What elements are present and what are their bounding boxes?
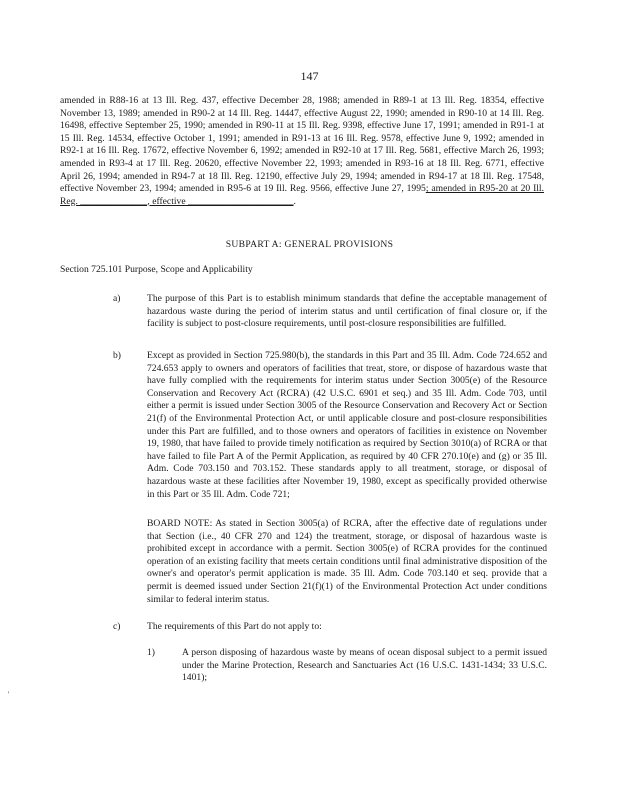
board-note: BOARD NOTE: As stated in Section 3005(a) of RCRA, after the effective date of regulations under that Section (i.e., 40 CFR 270 and 124) the treatment, storage, or disposal of hazardous waste is prohibited except in accordance with a permit. Section 3005(e) of RCRA provides for the continued operation of an existing facility that meets certain conditions until final administrative disposition of the owner's and operator's permit application is made. 35 Ill. Adm. Code 703.140 et seq. provide that a permit is deemed issued under Section 21(f)(1) of the Environmental Protection Act under conditions similar to federal interim status. bbox=[147, 518, 547, 605]
subsection-b-text: Except as provided in Section 725.980(b), the standards in this Part and 35 Ill. Adm. Code 724.652 and 724.653 apply to owners and operators of facilities that treat, store, or dispose of hazardous waste that have fully complied with the requirements for interim status under Section 3005(e) of the Resource Conservation and Recovery Act (RCRA) (42 U.S.C. 6901 et seq.) and 35 Ill. Adm. Code 703, until either a permit is issued under Section 3005 of the Resource Conservation and Recovery Act or Section 21(f) of the Environmental Protection Act, or until applicable closure and post-closure responsibilities under this Part are fulfilled, and to those owners and operators of facilities in existence on November 19, 1980, that have failed to provide timely notification as required by Section 3010(a) of RCRA or that have failed to file Part A of the Permit Application, as required by 40 CFR 270.10(e) and (g) or 35 Ill. Adm. Code 703.150 and 703.152. These standards apply to all treatment, storage, or disposal of hazardous waste at these facilities after November 19, 1980, except as specifically provided otherwise in this Part or 35 Ill. Adm. Code 721; bbox=[147, 350, 547, 500]
subsection-c-text: The requirements of this Part do not apply to: bbox=[147, 621, 322, 632]
history-underlined-text: ; amended in R95-20 at 20 Ill. Reg. ______________, effective ______________________ bbox=[60, 183, 544, 207]
subsection-a-label: a) bbox=[113, 293, 121, 304]
history-text: amended in R88-16 at 13 Ill. Reg. 437, effective December 28, 1988; amended in R89-1 at 13 Ill. Reg. 18354, effective November 13, 1989; amended in R90-2 at 14 Ill. Reg. 14447, effective August 22, 1990; amended in R90-10 at 14 Ill. Reg. 16498, effective September 25, 1990; amended in R90-11 at 15 Ill. Reg. 9398, effective June 17, 1991; amended in R91-1 at 15 Ill. Reg. 14534, effective October 1, 1991; amended in R91-13 at 16 Ill. Reg. 9578, effective June 9, 1992; amended in R92-1 at 16 Ill. Reg. 17672, effective November 6, 1992; amended in R92-10 at 17 Ill. Reg. 5681, effective March 26, 1993; amended in R93-4 at 17 Ill. Reg. 20620, effective November 22, 1993; amended in R93-16 at 18 Ill. Reg. 6771, effective April 26, 1994; amended in R94-7 at 18 Ill. Reg. 12190, effective July 29, 1994; amended in R94-17 at 18 Ill. Reg. 17548, effective November 23, 1994; amended in R95-6 at 19 Ill. Reg. 9566, effective June 27, 1995 bbox=[60, 95, 544, 195]
section-heading: Section 725.101 Purpose, Scope and Applicability bbox=[60, 264, 253, 275]
subsection-c1-text: A person disposing of hazardous waste by means of ocean disposal subject to a permit issued under the Marine Protection, Research and Sanctuaries Act (16 U.S.C. 1431-1434; 33 U.S.C. 1401); bbox=[182, 647, 547, 684]
subsection-b-label: b) bbox=[113, 350, 121, 361]
subpart-heading: SUBPART A: GENERAL PROVISIONS bbox=[225, 239, 394, 250]
margin-mark: ' bbox=[8, 690, 10, 699]
subsection-c1-label: 1) bbox=[147, 647, 155, 658]
page-number: 147 bbox=[300, 69, 319, 83]
subsection-c-label: c) bbox=[113, 621, 121, 632]
history-end: . bbox=[293, 195, 296, 207]
subsection-a-text: The purpose of this Part is to establish minimum standards that define the acceptable management of hazardous waste during the period of interim status and until certification of final closure or, if the facility is subject to post-closure requirements, until post-closure responsibilities are fulfilled. bbox=[147, 293, 547, 330]
amendment-history bbox=[60, 95, 544, 208]
